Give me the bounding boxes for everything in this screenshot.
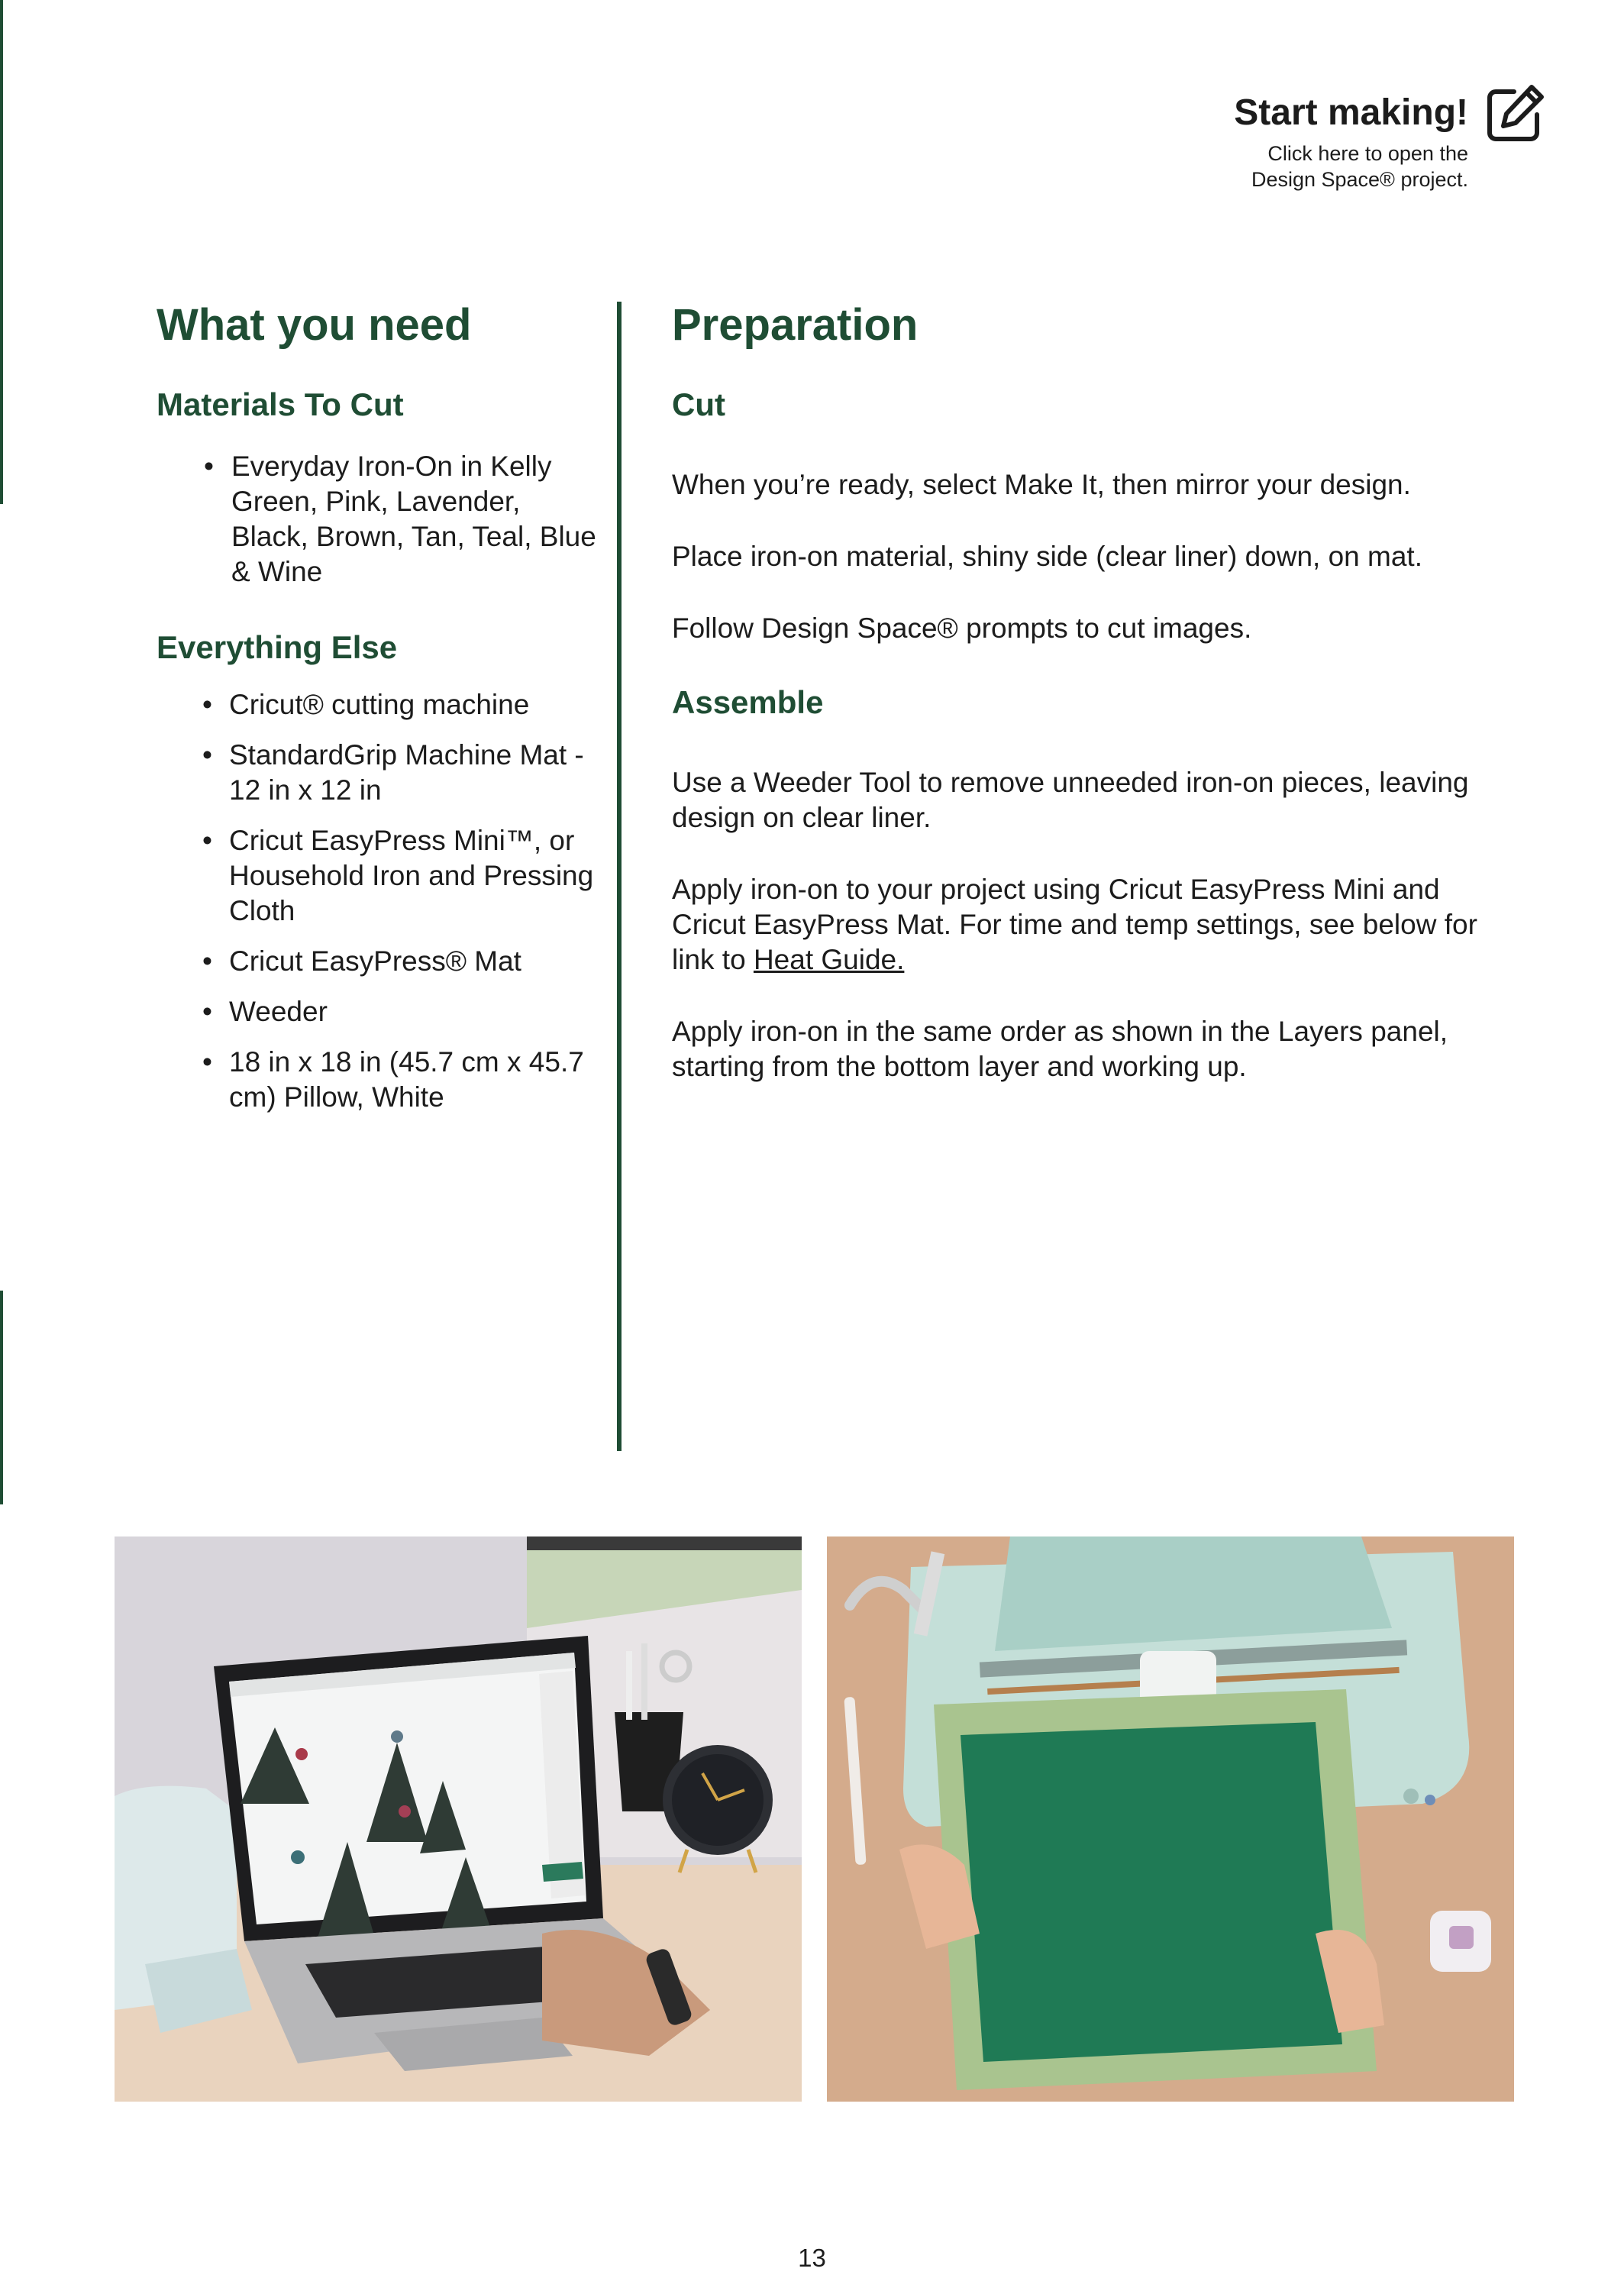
- assemble-step: Use a Weeder Tool to remove unneeded iron-on pieces, leaving design on clear liner.: [672, 767, 1469, 833]
- column-divider: [617, 302, 622, 1451]
- materials-list: [157, 449, 599, 590]
- everything-else-list: [157, 687, 599, 1115]
- list-item: • 18 in x 18 in (45.7 cm x 45.7 cm) Pillow, White: [157, 1045, 599, 1115]
- cricut-machine-mat-photo: [827, 1536, 1514, 2102]
- laptop-design-space-photo: [115, 1536, 802, 2102]
- list-item: • Cricut EasyPress Mini™, or Household Iron and Pressing Cloth: [157, 823, 599, 929]
- page-edge-bar: [0, 1291, 3, 1504]
- assemble-step: [672, 872, 1481, 977]
- start-making-subtitle-line: Click here to open the: [1267, 142, 1468, 165]
- start-making-subtitle-line: Design Space® project.: [1251, 168, 1468, 191]
- list-item: • StandardGrip Machine Mat - 12 in x 12 in: [157, 738, 599, 808]
- what-you-need-section: [157, 298, 599, 1130]
- list-item: • Cricut® cutting machine: [157, 687, 599, 722]
- start-making-link[interactable]: [1181, 76, 1548, 199]
- start-making-title: Start making!: [1234, 92, 1468, 133]
- list-item: • Everyday Iron-On in Kelly Green, Pink, Lavender, Black, Brown, Tan, Teal, Blue & Wine: [157, 449, 599, 590]
- start-making-subtitle: [1251, 141, 1468, 192]
- what-you-need-heading: What you need: [157, 300, 472, 350]
- assemble-heading: Assemble: [672, 684, 824, 720]
- cut-heading: Cut: [672, 386, 725, 422]
- cut-step: Follow Design Space® prompts to cut images.: [672, 612, 1252, 644]
- everything-else-heading: Everything Else: [157, 629, 398, 665]
- list-item: • Cricut EasyPress® Mat: [157, 944, 599, 979]
- edit-icon[interactable]: [1484, 81, 1548, 145]
- heat-guide-link[interactable]: Heat Guide.: [753, 944, 905, 975]
- page-number: 13: [798, 2244, 826, 2272]
- assemble-step-text: Apply iron-on to your project using Cricut EasyPress Mini and Cricut EasyPress Mat. For time and temp settings, see below for link to: [672, 874, 1477, 975]
- preparation-section: [672, 298, 1481, 1084]
- cut-step: When you’re ready, select Make It, then mirror your design.: [672, 469, 1411, 500]
- assemble-step: Apply iron-on in the same order as shown in the Layers panel, starting from the bottom layer and working up.: [672, 1016, 1448, 1082]
- preparation-heading: Preparation: [672, 300, 919, 350]
- materials-heading: Materials To Cut: [157, 386, 404, 422]
- cut-step: Place iron-on material, shiny side (clear liner) down, on mat.: [672, 541, 1422, 572]
- list-item: • Weeder: [157, 994, 599, 1029]
- page-edge-bar: [0, 0, 3, 504]
